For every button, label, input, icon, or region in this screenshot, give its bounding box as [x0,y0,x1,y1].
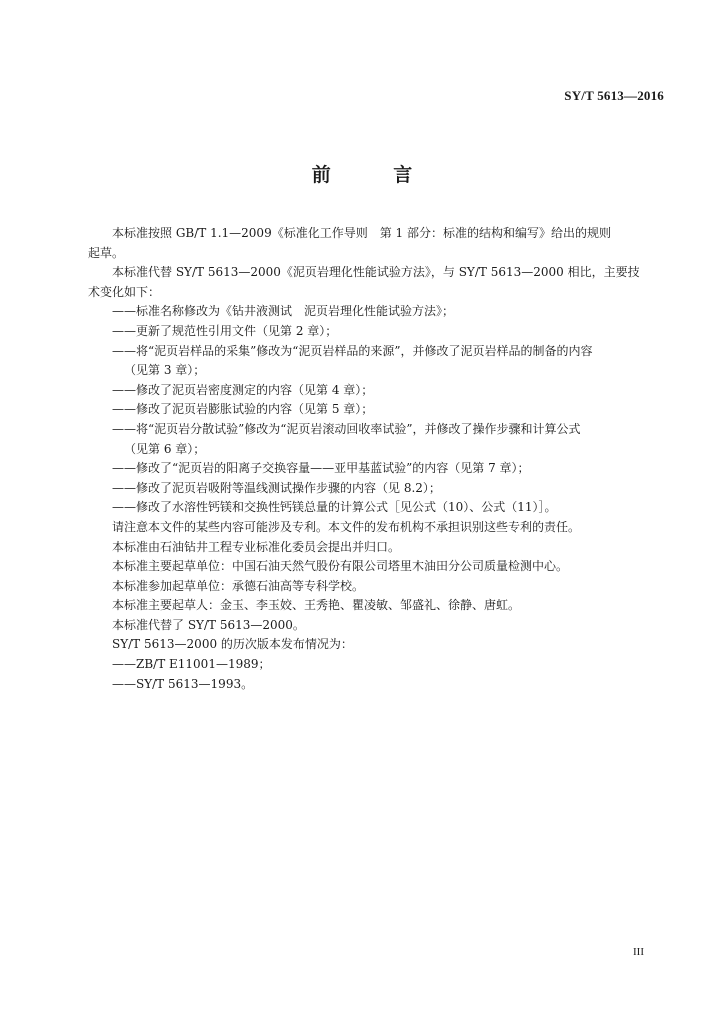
text-line: ——修改了泥页岩密度测定的内容（见第 4 章）； [112,382,374,397]
text-line: （见第 3 章）； [124,363,206,378]
text-line: ——修改了水溶性钙镁和交换性钙镁总量的计算公式［见公式（10）、公式（11）］。 [112,500,557,515]
text-line: ——修改了泥页岩膨胀试验的内容（见第 5 章）； [112,402,374,417]
text-line: 本标准主要起草人：金玉、李玉姣、王秀艳、瞿凌敏、邹盛礼、徐静、唐虹。 [112,598,521,613]
page-number: III [633,946,644,958]
page-title: 前 言 [311,164,441,186]
text-line: 本标准代替 SY/T 5613—2000《泥页岩理化性能试验方法》，与 SY/T 5613—2000 相比，主要技 [112,265,640,280]
text-line: 请注意本文件的某些内容可能涉及专利。本文件的发布机构不承担识别这些专利的责任。 [112,519,581,534]
text-line: ——SY/T 5613—1993。 [112,676,254,691]
text-line: 本标准按照 GB/T 1.1—2009《标准化工作导则 第 1 部分：标准的结构和编写》给出的规则 [112,226,611,240]
text-line: 本标准参加起草单位：承德石油高等专科学校。 [112,578,365,593]
text-line: ——将“泥页岩分散试验”修改为“泥页岩滚动回收率试验”，并修改了操作步骤和计算公式 [112,421,581,436]
text-line: SY/T 5613—2000 的历次版本发布情况为： [112,637,353,652]
text-line: ——修改了“泥页岩的阳离子交换容量——亚甲基蓝试验”的内容（见第 7 章）； [112,461,530,476]
text-line: 本标准由石油钻井工程专业标准化委员会提出并归口。 [112,539,401,554]
foreword-body [88,224,658,694]
text-line: ——ZB/T E11001—1989； [112,657,271,672]
text-line: 本标准主要起草单位：中国石油天然气股份有限公司塔里木油田分公司质量检测中心。 [112,559,569,574]
standard-code: SY/T 5613—2016 [564,88,664,103]
text-line: 术变化如下： [88,284,161,299]
text-line: ——修改了泥页岩吸附等温线测试操作步骤的内容（见 8.2）； [112,480,441,495]
text-line: 起草。 [88,245,125,260]
text-line: ——将“泥页岩样品的采集”修改为“泥页岩样品的来源”，并修改了泥页岩样品的制备的内容 [112,343,593,358]
text-line: 本标准代替了 SY/T 5613—2000。 [112,617,305,632]
text-line: ——更新了规范性引用文件（见第 2 章）； [112,323,338,338]
text-line: ——标准名称修改为《钻井液测试 泥页岩理化性能试验方法》； [112,304,455,319]
text-line: （见第 6 章）； [124,441,206,456]
